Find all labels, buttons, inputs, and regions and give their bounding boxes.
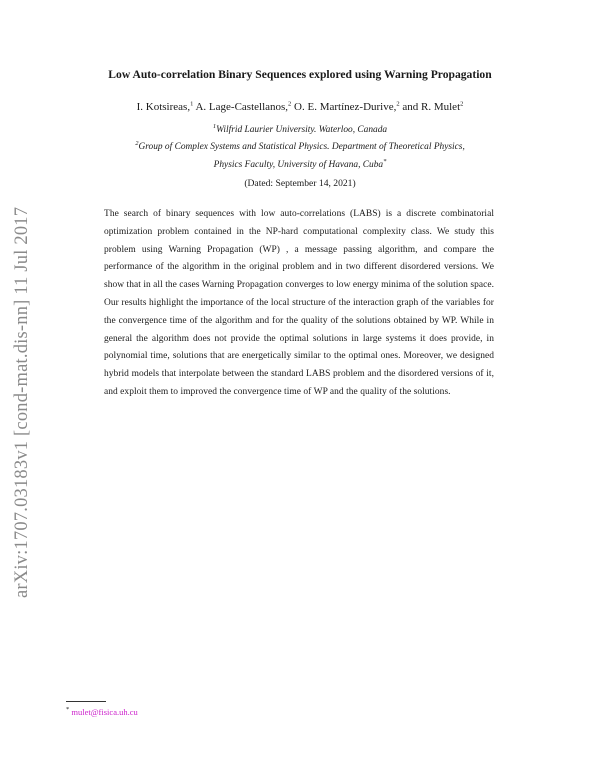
paper-title: Low Auto-correlation Binary Sequences explored using Warning Propagation xyxy=(108,68,492,81)
affiliation-mark: 2 xyxy=(288,100,292,108)
footnote xyxy=(66,707,138,717)
affiliation-mark: 2 xyxy=(135,139,139,147)
affiliation-mark: 1 xyxy=(212,122,217,130)
author-name: I. Kotsireas, xyxy=(136,101,191,113)
dated-line: (Dated: September 14, 2021) xyxy=(244,178,356,189)
affiliation-text: Physics Faculty, University of Havana, Cuba xyxy=(213,160,384,170)
abstract: The search of binary sequences with low auto-correlations (LABS) is a discrete combinatorial optimization problem contained in the NP-hard computational complexity class. We study this problem using Warning Propagation (WP) , a message passing algorithm, and compare the performance of the algorithm in the original problem and in two different disordered versions. We show that in all the cases Warning Propagation converges to low energy minima of the solution space. Our results highlight the importance of the local structure of the interaction graph of the variables for the convergence time of the algorithm and for the quality of the solutions obtained by WP. While in general the algorithm does not provide the optimal solutions in large systems it does provide, in polynomial time, solutions that are energetically similar to the optimal ones. Moreover, we designed hybrid models that interpolate between the standard LABS problem and the disordered versions of it, and exploit them to improved the convergence time of WP and the quality of the solutions. xyxy=(104,209,494,397)
affiliation-text: Wilfrid Laurier University. Waterloo, Canada xyxy=(216,125,388,135)
affiliation-mark: 1 xyxy=(190,100,194,108)
arxiv-identifier: arXiv:1707.03183v1 [cond-mat.dis-nn] 11 Jul 2017 xyxy=(12,206,32,598)
affiliation-mark: 2 xyxy=(396,100,400,108)
author-name: and R. Mulet xyxy=(402,101,461,113)
footnote-rule xyxy=(66,701,106,702)
footnote-mark: * xyxy=(383,157,387,165)
affiliation-1 xyxy=(0,122,600,135)
affiliation-2 xyxy=(0,139,600,152)
affiliation-2-cont xyxy=(0,157,600,170)
author-name: A. Lage-Castellanos, xyxy=(195,101,289,113)
email-link[interactable]: mulet@fisica.uh.cu xyxy=(71,707,138,717)
author-name: O. E. Martínez-Durive, xyxy=(294,101,397,113)
affiliation-mark: 2 xyxy=(460,100,464,108)
footnote-mark: * xyxy=(66,706,70,714)
affiliation-text: Group of Complex Systems and Statistical Physics. Department of Theoretical Physics, xyxy=(138,142,465,152)
author-list xyxy=(0,101,600,113)
